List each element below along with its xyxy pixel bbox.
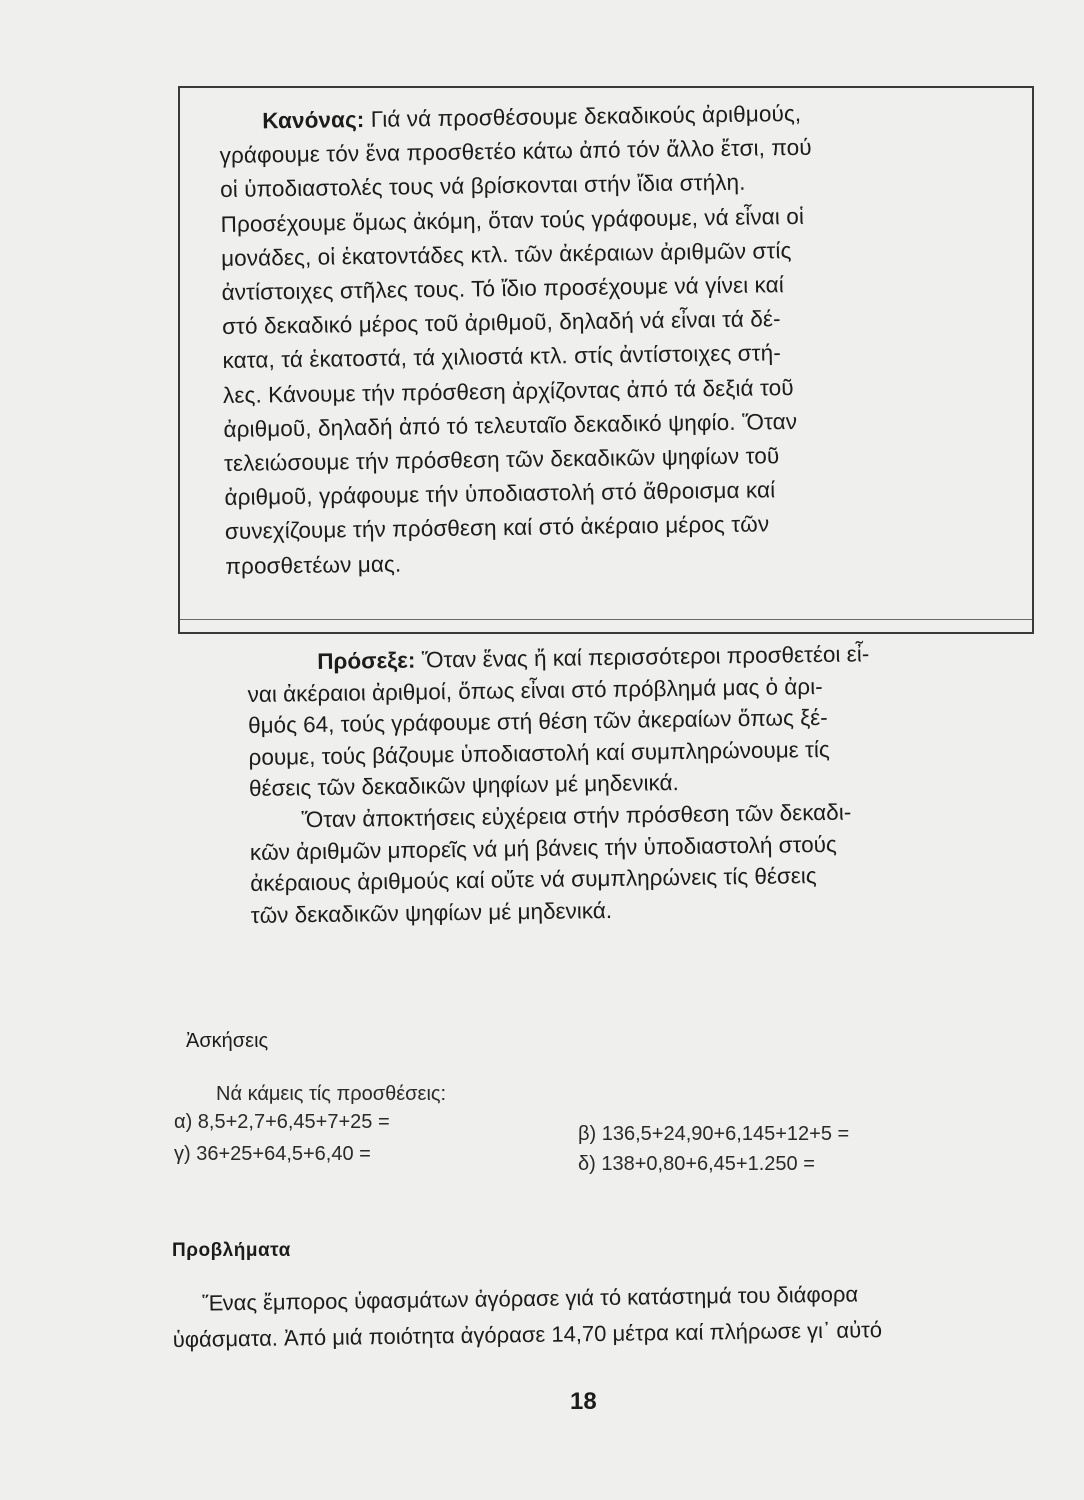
rule-line: προσθετέων μας. [225,551,402,579]
problems-text [172,1274,1019,1358]
attention-line: τῶν δεκαδικῶν ψηφίων μέ μηδενικά. [250,897,613,928]
attention-line: θέσεις τῶν δεκαδικῶν ψηφίων μέ μηδενικά. [248,770,679,802]
rule-text [219,94,1016,584]
exercise-d: δ) 138+0,80+6,45+1.250 = [578,1153,815,1175]
exercises-title: Ἀσκήσεις [186,1030,269,1052]
exercises-intro: Νά κάμεις τίς προσθέσεις: [216,1083,447,1105]
exercise-a: α) 8,5+2,7+6,45+7+25 = [174,1111,390,1133]
problem-line: Ἕνας ἔμπορος ὑφασμάτων ἀγόρασε γιά τό κατάστημά του διάφορα [202,1281,859,1316]
rule-line: συνεχίζουμε τήν πρόσθεση καί στό ἀκέραιο μέρος τῶν [224,511,770,545]
rule-line: γράφουμε τόν ἕνα προσθετέο κάτω ἀπό τόν ἄλλο ἔτσι, πού [219,134,812,169]
rule-label: Κανόνας: [262,106,365,134]
attention-line: Ὅταν ἀποκτήσεις εὐχέρεια στήν πρόσθεση τῶν δεκαδι- [301,799,852,833]
rule-line: στό δεκαδικό μέρος τοῦ ἀριθμοῦ, δηλαδή νά εἶναι τά δέ- [221,306,781,340]
exercise-b: β) 136,5+24,90+6,145+12+5 = [578,1123,850,1145]
rule-line: μονάδες, οἱ ἑκατοντάδες κτλ. τῶν ἀκέραιων ἀριθμῶν στίς [220,237,792,271]
attention-line: κῶν ἀριθμῶν μπορεῖς νά μή βάνεις τήν ὑποδιαστολή στούς [249,831,837,865]
rule-line: ἀριθμοῦ, γράφουμε τήν ὑποδιαστολή στό ἄθροισμα καί [224,477,776,511]
rule-line: κατα, τά ἑκατοστά, τά χιλιοστά κτλ. στίς ἀντίστοιχες στή- [222,340,782,374]
attention-line: ναι ἀκέραιοι ἀριθμοί, ὅπως εἶναι στό πρόβλημά μας ὁ ἀρι- [247,673,823,707]
problem-line: ὑφάσματα. Ἀπό μιά ποιότητα ἀγόρασε 14,70 μέτρα καί πλήρωσε γι᾿ αὐτό [172,1317,883,1352]
attention-label: Πρόσεξε: [317,647,416,675]
exercise-c: γ) 36+25+64,5+6,40 = [174,1143,371,1165]
rule-line: Κανόνας: Γιά νά προσθέσουμε δεκαδικούς ἀριθμούς, [262,100,802,134]
rule-line: ἀριθμοῦ, δηλαδή ἀπό τό τελευταῖο δεκαδικό ψηφίο. Ὅταν [223,408,798,442]
rule-line: ἀντίστοιχες στῆλες τους. Τό ἴδιο προσέχουμε νά γίνει καί [221,272,785,305]
rule-line: οἱ ὑποδιαστολές τους νά βρίσκονται στήν ἴδια στήλη. [220,170,746,203]
attention-section [247,636,1029,931]
attention-line: θμός 64, τούς γράφουμε στή θέση τῶν ἀκεραίων ὅπως ξέ- [247,705,828,739]
attention-line: Πρόσεξε: Ὅταν ἕνας ἤ καί περισσότεροι προσθετέοι εἶ- [317,641,870,675]
page-number: 18 [570,1388,597,1415]
problems-title: Προβλήματα [172,1240,291,1261]
rule-line: Προσέχουμε ὅμως ἀκόμη, ὅταν τούς γράφουμε, νά εἶναι οἱ [220,203,805,237]
rule-line: τελειώσουμε τήν πρόσθεση τῶν δεκαδικῶν ψηφίων τοῦ [223,443,780,476]
box-inner-line [180,619,1032,620]
attention-line: ρουμε, τούς βάζουμε ὑποδιαστολή καί συμπληρώνουμε τίς [248,736,830,770]
attention-line: ἀκέραιους ἀριθμούς καί οὔτε νά συμπληρώνεις τίς θέσεις [250,863,817,897]
rule-line: λες. Κάνουμε τήν πρόσθεση ἀρχίζοντας ἀπό τά δεξιά τοῦ [222,374,794,408]
